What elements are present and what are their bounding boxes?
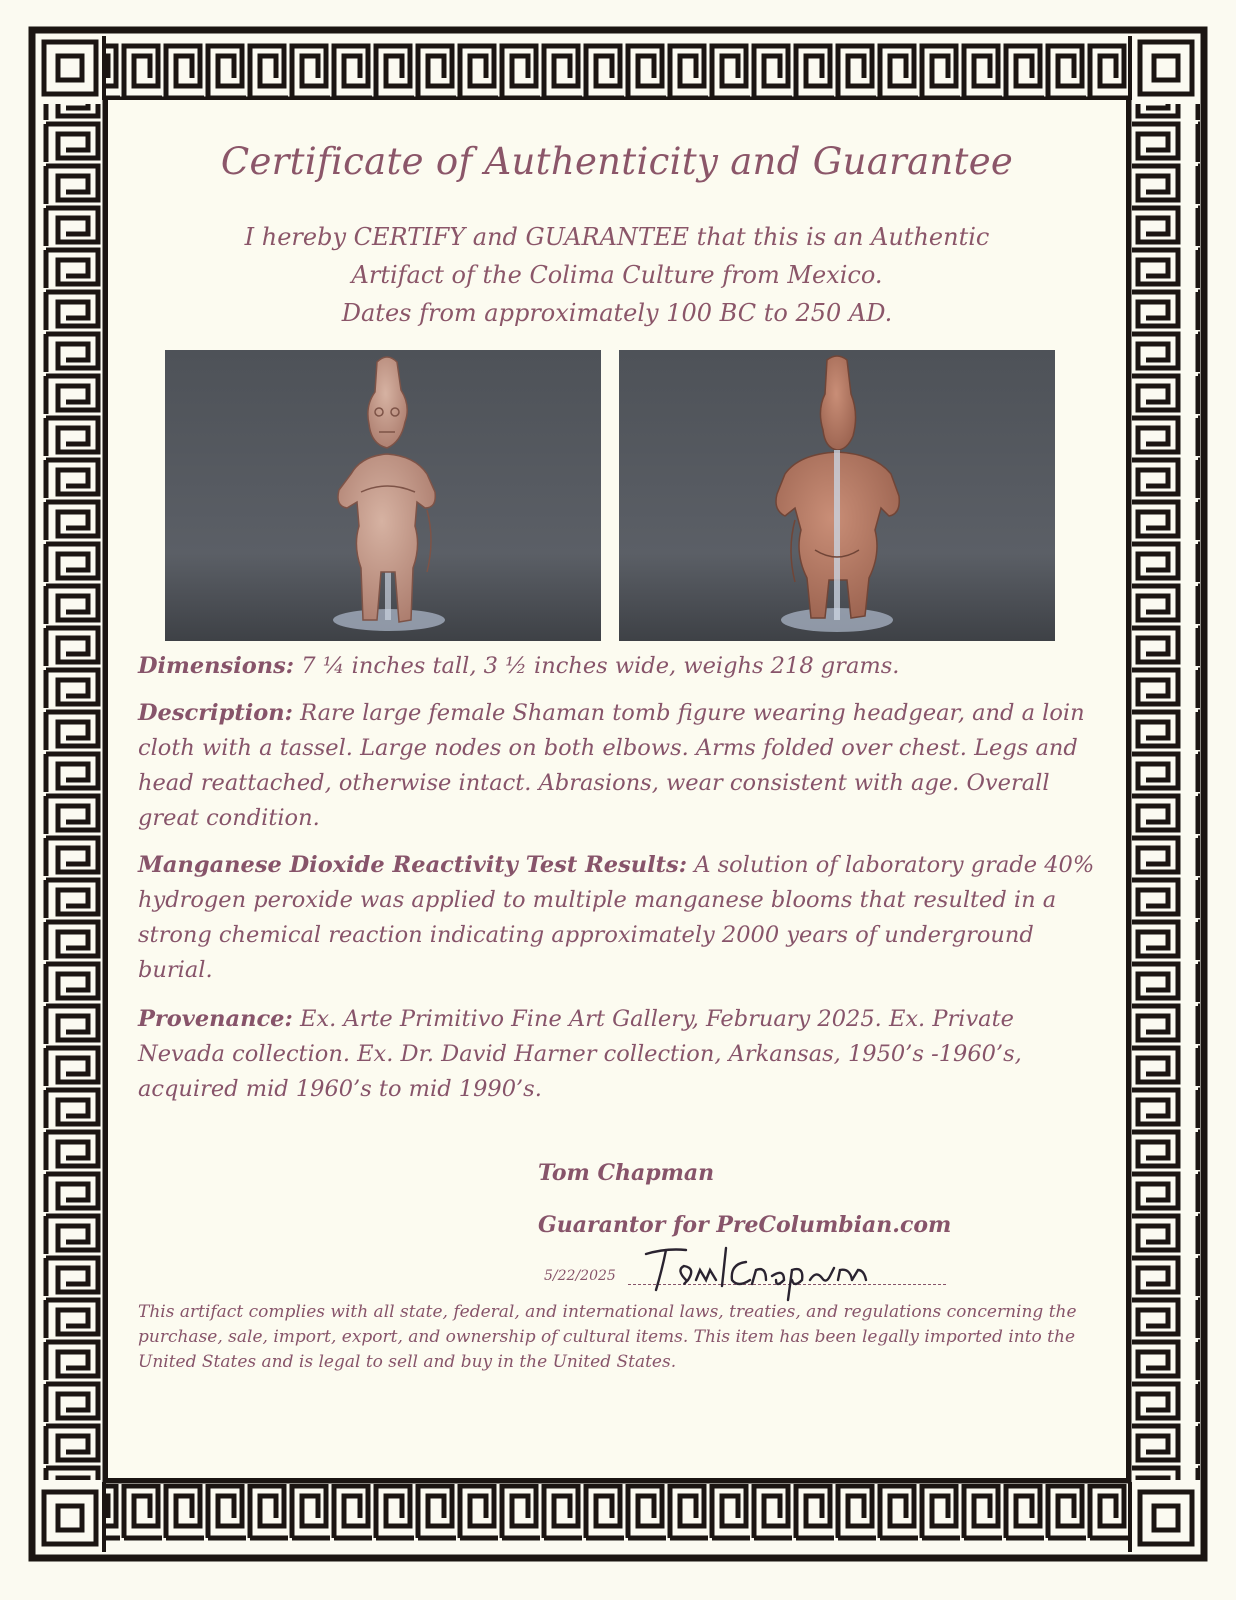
certificate-content	[108, 100, 1126, 1478]
certification-line: Dates from approximately 100 BC to 250 AD.	[341, 299, 893, 327]
provenance-label: Provenance:	[138, 1006, 293, 1032]
legal-notice: This artifact complies with all state, federal, and international laws, treaties, and regulations concerning the purchase, sale, import, export, and ownership of cultural items. This item has been legally imported into the United States and is legal to sell and buy in the United States.	[138, 1302, 1077, 1372]
dimensions-section	[138, 649, 1098, 684]
figure-front-photo	[165, 350, 601, 641]
description-text: Rare large female Shaman tomb figure wearing headgear, and a loin cloth with a tassel. Large nodes on both elbows. Arms folded over chest. Legs and head reattached, otherwise intact. Abrasions, wear consistent with age. Overall great condition.	[138, 700, 1085, 831]
certification-statement	[108, 218, 1126, 332]
certificate-title: Certificate of Authenticity and Guarantee	[220, 140, 1014, 183]
signatory-role: Guarantor for PreColumbian.com	[538, 1212, 952, 1238]
dimensions-label: Dimensions:	[138, 653, 295, 679]
provenance-text: Ex. Arte Primitivo Fine Art Gallery, February 2025. Ex. Private Nevada collection. Ex. Dr. David Harner collection, Arkansas, 1950’s -1960’s, acquired mid 1960’s to mid 1990’s.	[138, 1006, 1022, 1102]
signatory-name: Tom Chapman	[538, 1160, 715, 1186]
test-results-label: Manganese Dioxide Reactivity Test Results:	[138, 852, 688, 878]
provenance-section	[138, 1002, 1098, 1107]
test-results-text: A solution of laboratory grade 40% hydrogen peroxide was applied to multiple manganese blooms that resulted in a strong chemical reaction indicating approximately 2000 years of underground burial.	[138, 852, 1095, 983]
certification-line: I hereby CERTIFY and GUARANTEE that this is an Authentic	[244, 223, 990, 251]
test-results-section	[138, 848, 1098, 988]
description-section	[138, 696, 1098, 836]
description-label: Description:	[138, 700, 293, 726]
signature-date: 5/22/2025	[544, 1268, 616, 1284]
figure-back-photo	[619, 350, 1055, 641]
dimensions-text: 7 ¼ inches tall, 3 ½ inches wide, weighs 218 grams.	[301, 653, 900, 679]
certification-line: Artifact of the Colima Culture from Mexico.	[351, 261, 883, 289]
